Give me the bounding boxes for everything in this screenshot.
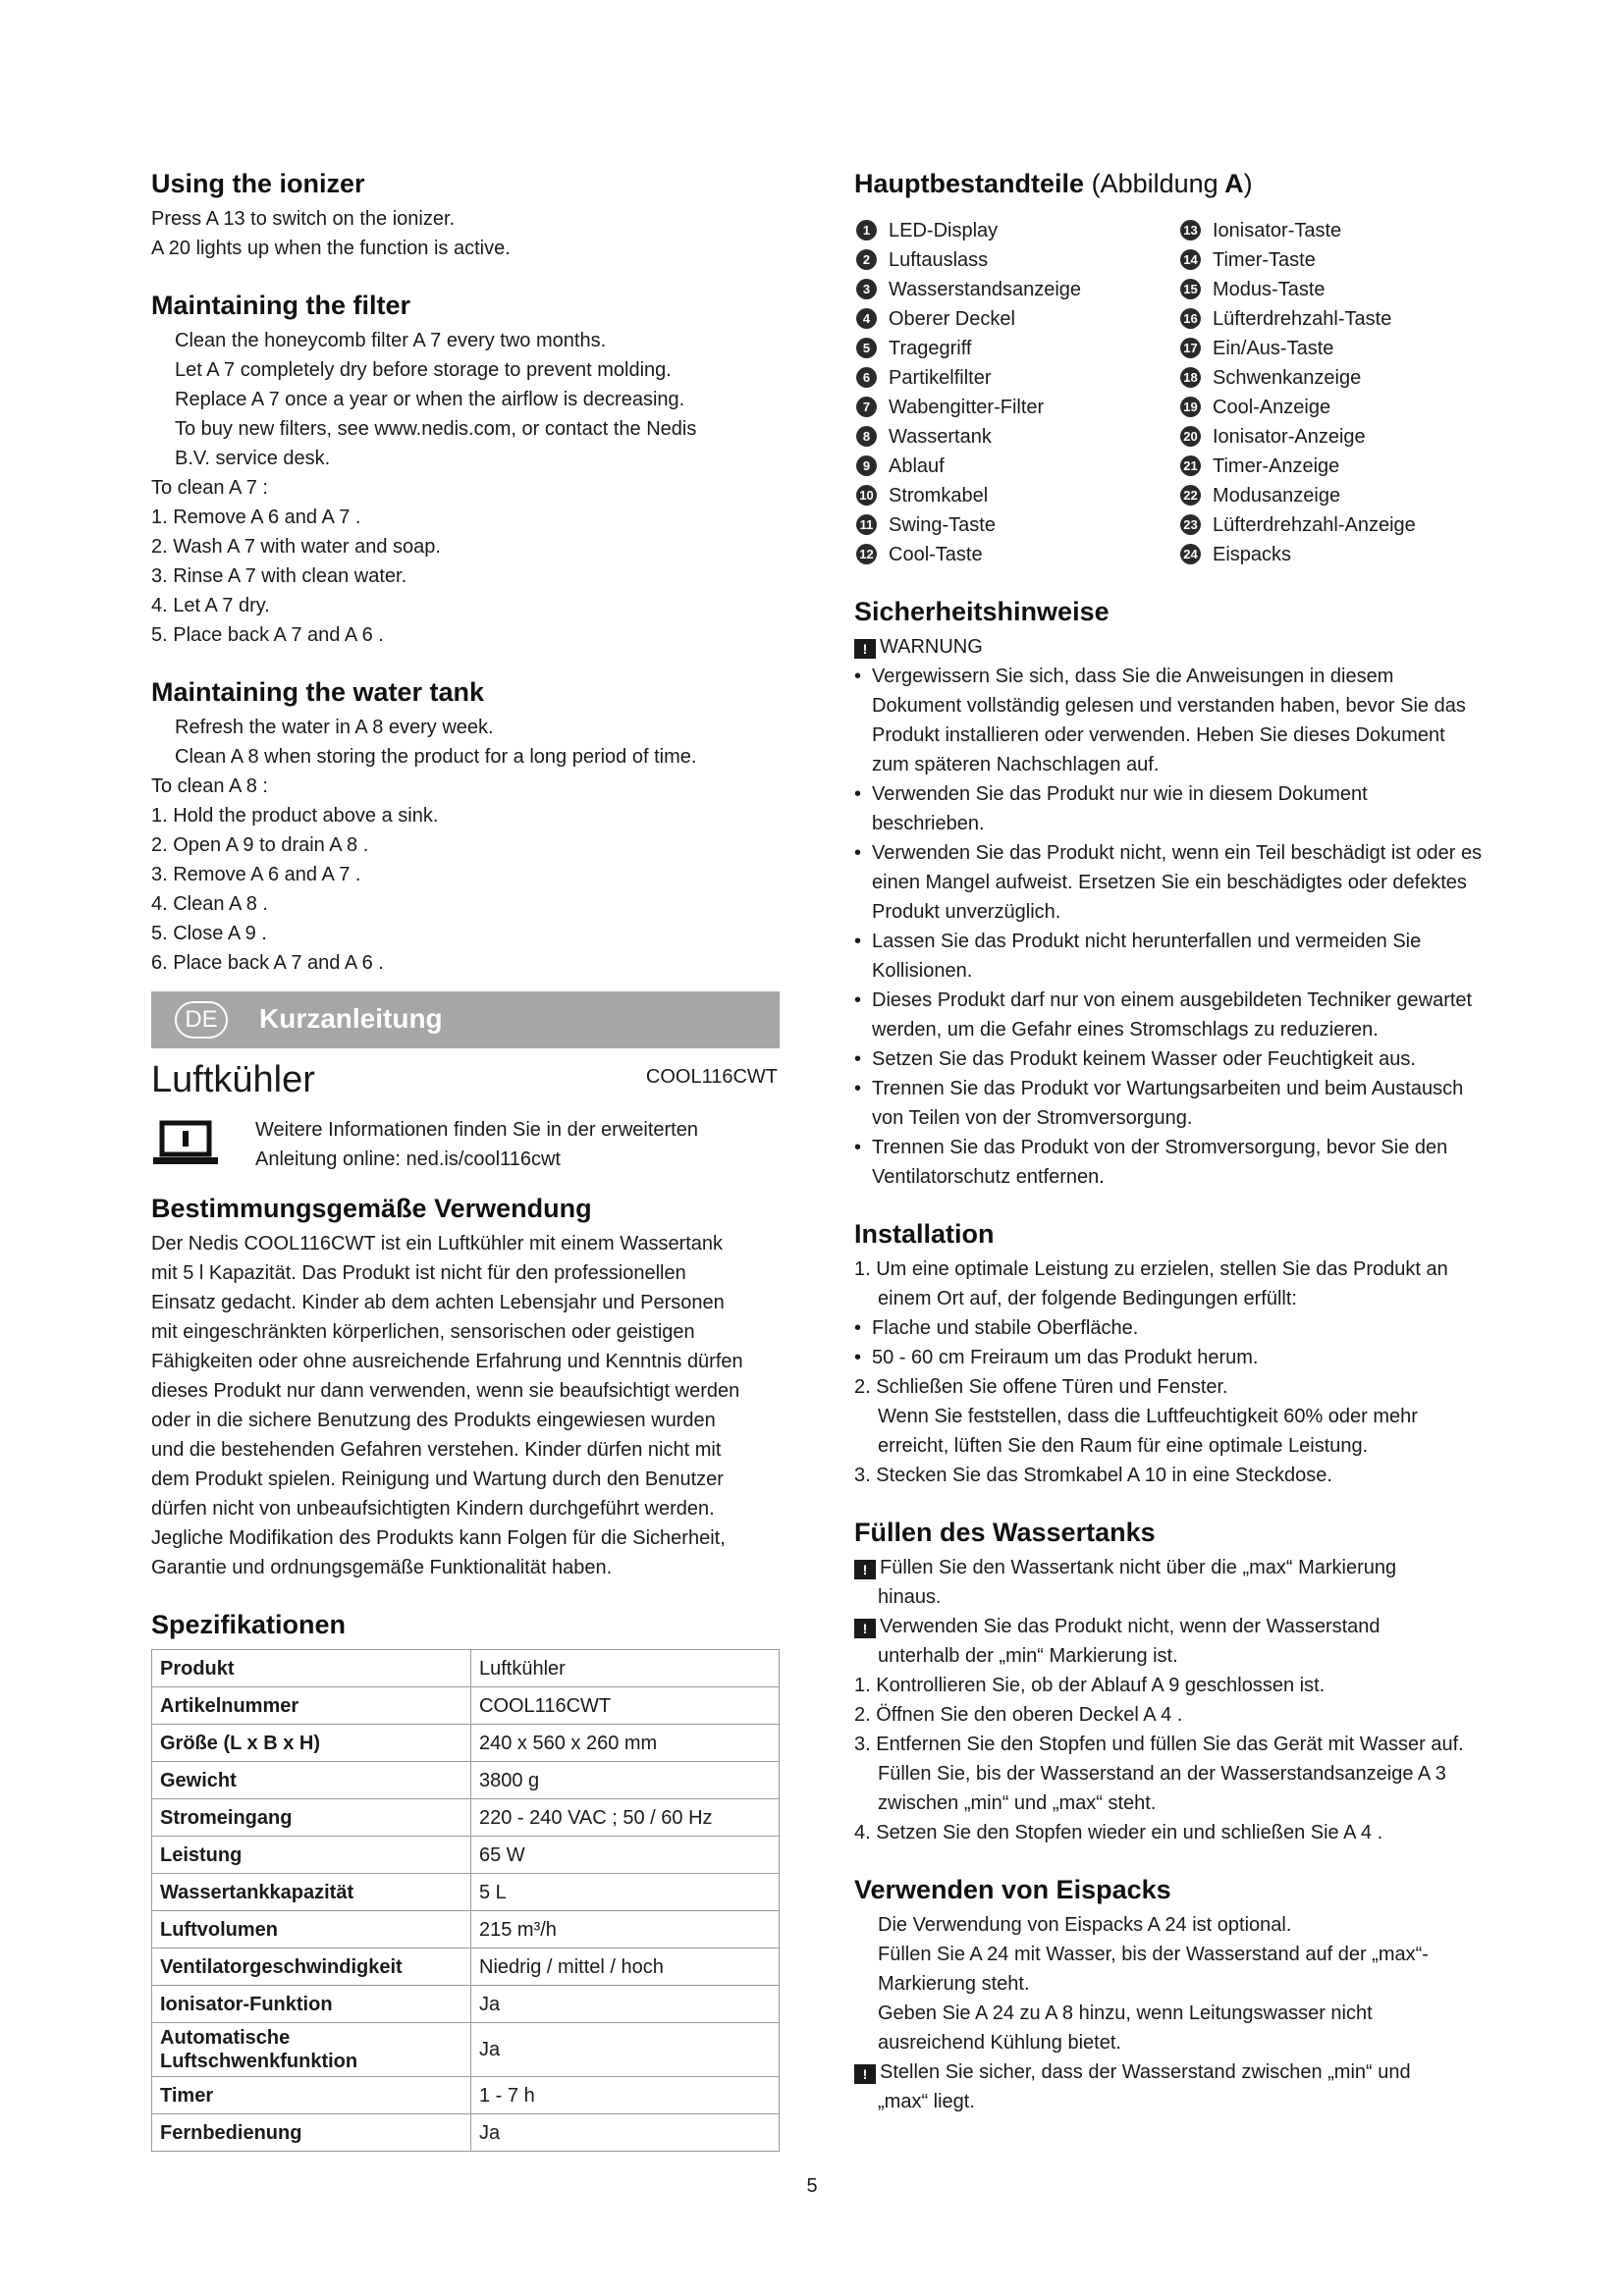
- part-item: [854, 540, 1178, 569]
- filter-step: 1. Remove A 6 and A 7 .: [151, 507, 361, 528]
- part-item: [1178, 481, 1483, 510]
- use-line: Fähigkeiten oder ohne ausreichende Erfahrung und Kenntnis dürfen: [151, 1351, 743, 1372]
- info-row: [151, 1113, 782, 1178]
- intended-use-section: [151, 1192, 782, 1582]
- ice-line: Geben Sie A 24 zu A 8 hinzu, wenn Leitungswasser nicht: [878, 2002, 1373, 2024]
- part-label: Timer-Taste: [1213, 249, 1316, 271]
- intended-use-heading: Bestimmungsgemäße Verwendung: [151, 1194, 592, 1223]
- installation-heading: Installation: [854, 1219, 995, 1249]
- product-title: Luftkühler: [151, 1059, 315, 1100]
- use-line: oder in die sichere Benutzung des Produkts eingewiesen wurden: [151, 1410, 716, 1431]
- ice-line: Füllen Sie A 24 mit Wasser, bis der Wasserstand auf der „max“-: [878, 1944, 1429, 1965]
- bullet-dot: •: [854, 842, 862, 864]
- spec-key-text: Artikelnummer: [160, 1694, 299, 1717]
- fill-warning-text: Füllen Sie den Wassertank nicht über die „max“ Markierung: [880, 1557, 1397, 1578]
- fill-warning: [854, 1553, 1483, 1582]
- filter-to-clean: To clean A 7 :: [151, 477, 268, 499]
- part-item: [1178, 422, 1483, 452]
- filter-step: 3. Rinse A 7 with clean water.: [151, 565, 407, 587]
- page-number: 5: [806, 2175, 818, 2197]
- tank-heading: Maintaining the water tank: [151, 677, 485, 707]
- ice-section: [854, 1873, 1483, 2116]
- parts-heading-ref: A: [1224, 169, 1244, 198]
- spec-value: 1 - 7 h: [471, 2077, 780, 2114]
- part-number: 9: [856, 455, 877, 476]
- parts-section: [854, 167, 1483, 569]
- bullet-dot: •: [854, 783, 862, 805]
- part-label: Modus-Taste: [1213, 279, 1326, 300]
- use-line: mit 5 l Kapazität. Das Produkt ist nicht für den professionellen: [151, 1262, 686, 1284]
- part-item: [854, 216, 1178, 245]
- part-label: LED-Display: [889, 220, 999, 241]
- part-label: Schwenkanzeige: [1213, 367, 1362, 389]
- bullet-dot: •: [854, 1137, 862, 1158]
- spec-row: [152, 1874, 780, 1911]
- tank-step: 6. Place back A 7 and A 6 .: [151, 952, 384, 974]
- part-number: 5: [856, 338, 877, 358]
- safety-bullet-text: Dieses Produkt darf nur von einem ausgebildeten Techniker gewartet werden, um die Gefahr eines Stromschlags zu reduzieren.: [872, 989, 1473, 1041]
- spec-key: [152, 1725, 471, 1762]
- parts-heading-close: ): [1243, 169, 1253, 198]
- spec-key-text: Gewicht: [160, 1769, 237, 1791]
- model-number: COOL116CWT: [645, 1066, 778, 1088]
- part-item: [854, 422, 1178, 452]
- warning-icon: !: [854, 2064, 876, 2084]
- install-step: 2. Schließen Sie offene Türen und Fenster.: [854, 1376, 1228, 1398]
- part-number: 20: [1180, 426, 1201, 447]
- spec-row: [152, 2114, 780, 2152]
- bullet-dot: •: [854, 931, 862, 952]
- use-line: Der Nedis COOL116CWT ist ein Luftkühler mit einem Wassertank: [151, 1233, 724, 1255]
- part-number: 2: [856, 249, 877, 270]
- part-number: 1: [856, 220, 877, 240]
- part-item: [1178, 363, 1483, 393]
- spec-heading: Spezifikationen: [151, 1610, 347, 1639]
- install-step: 3. Stecken Sie das Stromkabel A 10 in eine Steckdose.: [854, 1465, 1332, 1486]
- part-label: Luftauslass: [889, 249, 989, 271]
- spec-key-text: Luftvolumen: [160, 1918, 278, 1941]
- spec-key-text: Ventilatorgeschwindigkeit: [160, 1955, 403, 1978]
- safety-bullet: [854, 1133, 1483, 1192]
- parts-column-1: [854, 216, 1178, 569]
- spec-key-text: Timer: [160, 2084, 214, 2107]
- fill-warning-text: Verwenden Sie das Produkt nicht, wenn der Wasserstand: [880, 1616, 1380, 1637]
- part-number: 4: [856, 308, 877, 329]
- part-number: 8: [856, 426, 877, 447]
- part-number: 23: [1180, 514, 1201, 535]
- spec-key-text: Wassertankkapazität: [160, 1881, 354, 1903]
- spec-row: [152, 1650, 780, 1687]
- warning-icon: !: [854, 639, 876, 659]
- part-number: 12: [856, 544, 877, 564]
- part-item: [1178, 304, 1483, 334]
- spec-key: [152, 2023, 471, 2077]
- spec-value: Ja: [471, 2023, 780, 2077]
- filter-note: Let A 7 completely dry before storage to prevent molding.: [175, 359, 672, 381]
- warning-row: [854, 632, 1483, 662]
- part-item: [1178, 216, 1483, 245]
- spec-row: [152, 1911, 780, 1949]
- language-banner: [151, 991, 780, 1048]
- fill-step: 4. Setzen Sie den Stopfen wieder ein und schließen Sie A 4 .: [854, 1822, 1383, 1843]
- filter-heading: Maintaining the filter: [151, 291, 411, 320]
- fill-section: [854, 1516, 1483, 1847]
- part-label: Partikelfilter: [889, 367, 992, 389]
- safety-section: [854, 595, 1483, 1192]
- ionizer-heading: Using the ionizer: [151, 169, 365, 198]
- part-item: [1178, 452, 1483, 481]
- product-header: [151, 1056, 782, 1103]
- safety-bullet-text: Lassen Sie das Produkt nicht herunterfallen und vermeiden Sie Kollisionen.: [872, 931, 1422, 982]
- safety-bullet: [854, 927, 1483, 986]
- safety-bullet: [854, 986, 1483, 1044]
- part-item: [854, 393, 1178, 422]
- use-line: Einsatz gedacht. Kinder ab dem achten Lebensjahr und Personen: [151, 1292, 725, 1313]
- part-item: [854, 481, 1178, 510]
- tank-step: 2. Open A 9 to drain A 8 .: [151, 834, 369, 856]
- safety-list: [854, 662, 1483, 1192]
- fill-step: 1. Kontrollieren Sie, ob der Ablauf A 9 geschlossen ist.: [854, 1675, 1326, 1696]
- part-item: [854, 304, 1178, 334]
- part-number: 16: [1180, 308, 1201, 329]
- part-number: 10: [856, 485, 877, 506]
- filter-step: 5. Place back A 7 and A 6 .: [151, 624, 384, 646]
- part-number: 22: [1180, 485, 1201, 506]
- spec-row: [152, 1949, 780, 1986]
- ice-warning: [854, 2057, 1483, 2087]
- part-label: Cool-Anzeige: [1213, 397, 1331, 418]
- spec-row: [152, 2023, 780, 2077]
- part-label: Stromkabel: [889, 485, 989, 507]
- install-note: erreicht, lüften Sie den Raum für eine optimale Leistung.: [878, 1435, 1369, 1457]
- spec-key: [152, 1837, 471, 1874]
- spec-key: [152, 1799, 471, 1837]
- spec-table: [151, 1649, 780, 2152]
- safety-bullet: [854, 1074, 1483, 1133]
- use-line: dieses Produkt nur dann verwenden, wenn sie beaufsichtigt werden: [151, 1380, 740, 1402]
- tank-step: 4. Clean A 8 .: [151, 893, 268, 915]
- part-number: 17: [1180, 338, 1201, 358]
- part-item: [1178, 510, 1483, 540]
- spec-value: 3800 g: [471, 1762, 780, 1799]
- spec-key-text: Ionisator-Funktion: [160, 1993, 333, 2015]
- fill-note: Füllen Sie, bis der Wasserstand an der Wasserstandsanzeige A 3: [878, 1763, 1446, 1785]
- tank-note: Clean A 8 when storing the product for a long period of time.: [175, 746, 697, 768]
- part-label: Tragegriff: [889, 338, 972, 359]
- spec-key-text: Leistung: [160, 1843, 243, 1866]
- spec-value: COOL116CWT: [471, 1687, 780, 1725]
- spec-value: Ja: [471, 1986, 780, 2023]
- spec-key: [152, 2077, 471, 2114]
- ice-line: ausreichend Kühlung bietet.: [878, 2032, 1121, 2054]
- spec-key: [152, 2114, 471, 2152]
- spec-value: Luftkühler: [471, 1650, 780, 1687]
- ice-line: Die Verwendung von Eispacks A 24 ist optional.: [878, 1914, 1292, 1936]
- ice-warning-cont: „max“ liegt.: [878, 2091, 975, 2112]
- part-label: Oberer Deckel: [889, 308, 1015, 330]
- part-label: Ionisator-Taste: [1213, 220, 1342, 241]
- part-item: [854, 363, 1178, 393]
- safety-bullet-text: Verwenden Sie das Produkt nur wie in diesem Dokument beschrieben.: [872, 783, 1368, 834]
- spec-key: [152, 1911, 471, 1949]
- safety-bullet: [854, 1044, 1483, 1074]
- spec-key: [152, 1874, 471, 1911]
- laptop-info-icon: [153, 1119, 218, 1166]
- use-line: dürfen nicht von unbeaufsichtigten Kindern durchgeführt werden.: [151, 1498, 715, 1520]
- part-label: Ionisator-Anzeige: [1213, 426, 1366, 448]
- fill-warning: [854, 1612, 1483, 1641]
- spec-value: 215 m³/h: [471, 1911, 780, 1949]
- filter-step: 2. Wash A 7 with water and soap.: [151, 536, 441, 558]
- filter-note: To buy new filters, see www.nedis.com, or contact the Nedis: [175, 418, 697, 440]
- spec-value: 220 - 240 VAC ; 50 / 60 Hz: [471, 1799, 780, 1837]
- language-badge: DE: [175, 1001, 228, 1039]
- spec-row: [152, 2077, 780, 2114]
- tank-section: [151, 675, 782, 978]
- installation-section: [854, 1217, 1483, 1490]
- tank-note: Refresh the water in A 8 every week.: [175, 717, 494, 738]
- part-item: [1178, 540, 1483, 569]
- tank-step: 5. Close A 9 .: [151, 923, 267, 944]
- part-number: 6: [856, 367, 877, 388]
- spec-row: [152, 1687, 780, 1725]
- filter-note: Clean the honeycomb filter A 7 every two months.: [175, 330, 607, 351]
- spec-row: [152, 1762, 780, 1799]
- spec-key: [152, 1949, 471, 1986]
- spec-key: [152, 1986, 471, 2023]
- fill-warning-cont: hinaus.: [878, 1586, 942, 1608]
- parts-list: [854, 216, 1483, 569]
- part-number: 15: [1180, 279, 1201, 299]
- spec-row: [152, 1986, 780, 2023]
- ice-warning-text: Stellen Sie sicher, dass der Wasserstand zwischen „min“ und: [880, 2061, 1411, 2083]
- ionizer-line: Press A 13 to switch on the ionizer.: [151, 208, 456, 230]
- right-column: [854, 167, 1483, 2116]
- part-number: 24: [1180, 544, 1201, 564]
- spec-key: [152, 1762, 471, 1799]
- part-label: Swing-Taste: [889, 514, 996, 536]
- safety-bullet-text: Setzen Sie das Produkt keinem Wasser oder Feuchtigkeit aus.: [872, 1048, 1416, 1070]
- parts-column-2: [1178, 216, 1483, 569]
- fill-heading: Füllen des Wassertanks: [854, 1518, 1156, 1547]
- install-step: einem Ort auf, der folgende Bedingungen erfüllt:: [878, 1288, 1297, 1309]
- part-label: Timer-Anzeige: [1213, 455, 1340, 477]
- safety-bullet-text: Verwenden Sie das Produkt nicht, wenn ein Teil beschädigt ist oder es einen Mangel aufweist. Ersetzen Sie ein beschädigtes oder defektes Produkt unverzüglich.: [872, 842, 1483, 923]
- part-label: Cool-Taste: [889, 544, 983, 565]
- tank-step: 1. Hold the product above a sink.: [151, 805, 439, 827]
- parts-heading-norm: (Abbildung: [1091, 169, 1218, 198]
- use-line: Garantie und ordnungsgemäße Funktionalität haben.: [151, 1557, 613, 1578]
- part-item: [854, 245, 1178, 275]
- use-line: Jegliche Modifikation des Produkts kann Folgen für die Sicherheit,: [151, 1527, 726, 1549]
- tank-step: 3. Remove A 6 and A 7 .: [151, 864, 361, 885]
- warning-label: WARNUNG: [880, 636, 983, 658]
- part-label: Eispacks: [1213, 544, 1292, 565]
- spec-key-text: Produkt: [160, 1657, 235, 1680]
- spec-key: [152, 1687, 471, 1725]
- info-text: [255, 1115, 698, 1174]
- install-bullet: • 50 - 60 cm Freiraum um das Produkt herum.: [854, 1343, 1483, 1372]
- part-item: [1178, 275, 1483, 304]
- safety-heading: Sicherheitshinweise: [854, 597, 1110, 626]
- bullet-dot: •: [854, 1078, 862, 1099]
- safety-bullet: [854, 779, 1483, 838]
- safety-bullet: [854, 838, 1483, 927]
- bullet-dot: •: [854, 1048, 862, 1070]
- part-number: 11: [856, 514, 877, 535]
- spec-key-text: Fernbedienung: [160, 2121, 302, 2144]
- warning-icon: !: [854, 1560, 876, 1579]
- spec-value: 5 L: [471, 1874, 780, 1911]
- spec-value: 240 x 560 x 260 mm: [471, 1725, 780, 1762]
- spec-row: [152, 1725, 780, 1762]
- parts-heading-bold: Hauptbestandteile: [854, 169, 1085, 198]
- part-label: Lüfterdrehzahl-Taste: [1213, 308, 1392, 330]
- ice-heading: Verwenden von Eispacks: [854, 1875, 1171, 1904]
- warning-icon: !: [854, 1619, 876, 1638]
- ionizer-section: [151, 167, 782, 263]
- filter-note: B.V. service desk.: [175, 448, 331, 469]
- part-number: 3: [856, 279, 877, 299]
- spec-row: [152, 1837, 780, 1874]
- part-item: [1178, 334, 1483, 363]
- spec-key-text: Größe (L x B x H): [160, 1732, 320, 1754]
- part-item: [854, 510, 1178, 540]
- spec-key-text: Stromeingang: [160, 1806, 293, 1829]
- fill-step: 2. Öffnen Sie den oberen Deckel A 4 .: [854, 1704, 1183, 1726]
- part-item: [854, 334, 1178, 363]
- part-label: Wabengitter-Filter: [889, 397, 1045, 418]
- part-number: 18: [1180, 367, 1201, 388]
- fill-warning-cont: unterhalb der „min“ Markierung ist.: [878, 1645, 1178, 1667]
- part-label: Wasserstandsanzeige: [889, 279, 1082, 300]
- part-label: Modusanzeige: [1213, 485, 1341, 507]
- spec-key-text: Automatische Luftschwenkfunktion: [160, 2027, 358, 2072]
- install-bullet: • Flache und stabile Oberfläche.: [854, 1313, 1483, 1343]
- spec-key: [152, 1650, 471, 1687]
- part-item: [854, 452, 1178, 481]
- part-number: 19: [1180, 397, 1201, 417]
- ionizer-line: A 20 lights up when the function is active.: [151, 238, 511, 259]
- bullet-dot: •: [854, 989, 862, 1011]
- use-line: mit eingeschränkten körperlichen, sensorischen oder geistigen: [151, 1321, 695, 1343]
- part-number: 7: [856, 397, 877, 417]
- part-item: [1178, 393, 1483, 422]
- part-item: [854, 275, 1178, 304]
- safety-bullet-text: Trennen Sie das Produkt von der Stromversorgung, bevor Sie den Ventilatorschutz entfernen.: [872, 1137, 1448, 1188]
- fill-note: zwischen „min“ und „max“ steht.: [878, 1792, 1157, 1814]
- filter-section: [151, 289, 782, 650]
- spec-value: 65 W: [471, 1837, 780, 1874]
- banner-title: Kurzanleitung: [259, 1003, 443, 1034]
- ice-line: Markierung steht.: [878, 1973, 1030, 1995]
- left-column: [151, 167, 782, 2152]
- part-label: Wassertank: [889, 426, 992, 448]
- part-number: 13: [1180, 220, 1201, 240]
- part-label: Ein/Aus-Taste: [1213, 338, 1334, 359]
- fill-step: 3. Entfernen Sie den Stopfen und füllen Sie das Gerät mit Wasser auf.: [854, 1734, 1464, 1755]
- bullet-dot: •: [854, 666, 862, 687]
- install-note: Wenn Sie feststellen, dass die Luftfeuchtigkeit 60% oder mehr: [878, 1406, 1418, 1427]
- spec-value: Niedrig / mittel / hoch: [471, 1949, 780, 1986]
- safety-bullet-text: Trennen Sie das Produkt vor Wartungsarbeiten und beim Austausch von Teilen von der Stromversorgung.: [872, 1078, 1464, 1129]
- tank-to-clean: To clean A 8 :: [151, 775, 268, 797]
- part-label: Lüfterdrehzahl-Anzeige: [1213, 514, 1416, 536]
- part-number: 14: [1180, 249, 1201, 270]
- filter-note: Replace A 7 once a year or when the airflow is decreasing.: [175, 389, 685, 410]
- info-line: Weitere Informationen finden Sie in der erweiterten: [255, 1119, 698, 1141]
- filter-step: 4. Let A 7 dry.: [151, 595, 270, 616]
- spec-section: [151, 1608, 782, 2152]
- safety-bullet-text: Vergewissern Sie sich, dass Sie die Anweisungen in diesem Dokument vollständig gelesen und verstanden haben, bevor Sie das Produkt installieren oder verwenden. Heben Sie dieses Dokument zum späteren Nachschlagen auf.: [872, 666, 1466, 775]
- spec-value: Ja: [471, 2114, 780, 2152]
- use-line: dem Produkt spielen. Reinigung und Wartung durch den Benutzer: [151, 1468, 724, 1490]
- part-item: [1178, 245, 1483, 275]
- install-step: 1. Um eine optimale Leistung zu erzielen, stellen Sie das Produkt an: [854, 1258, 1448, 1280]
- safety-bullet: [854, 662, 1483, 779]
- part-label: Ablauf: [889, 455, 945, 477]
- part-number: 21: [1180, 455, 1201, 476]
- spec-row: [152, 1799, 780, 1837]
- use-line: und die bestehenden Gefahren verstehen. Kinder dürfen nicht mit: [151, 1439, 722, 1461]
- info-line: Anleitung online: ned.is/cool116cwt: [255, 1148, 561, 1170]
- parts-heading: [854, 167, 1483, 200]
